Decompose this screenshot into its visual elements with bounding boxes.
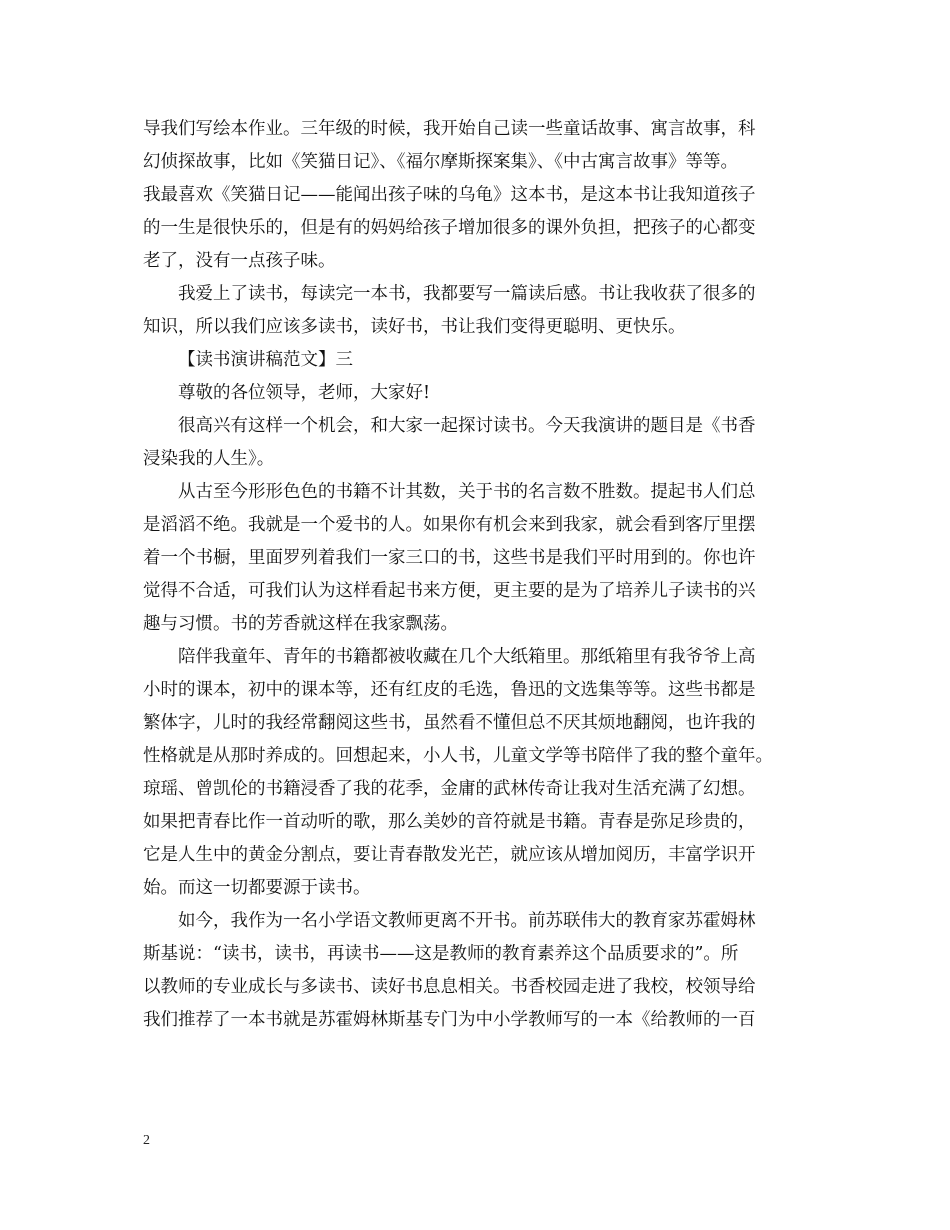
text-line: 趣与习惯。书的芳香就这样在我家飘荡。 [143,614,458,634]
text-line: 我最喜欢《笑猫日记——能闻出孩子味的乌龟》这本书，是这本书让我知道孩子 [143,185,756,205]
text-line: 尊敬的各位领导，老师，大家好! [178,383,431,403]
text-line: 始。而这一切都要源于读书。 [143,878,371,898]
text-line: 如果把青春比作一首动听的歌，那么美妙的音符就是书籍。青春是弥足珍贵的， [143,812,756,832]
text-line: 【读书演讲稿范文】三 [178,350,353,370]
text-line: 觉得不合适，可我们认为这样看起书来方便，更主要的是为了培养儿子读书的兴 [143,581,756,601]
text-line: 着一个书橱，里面罗列着我们一家三口的书，这些书是我们平时用到的。你也许 [143,548,756,568]
text-line: 幻侦探故事，比如《笑猫日记》、《福尔摩斯探案集》、《中古寓言故事》等等。 [143,152,738,172]
page-number: 2 [143,1133,150,1148]
body-paragraph [143,410,809,476]
text-line: 如今，我作为一名小学语文教师更离不开书。前苏联伟大的教育家苏霍姆林 [178,911,756,931]
text-line: 浸染我的人生》。 [143,449,275,469]
text-line: 以教师的专业成长与多读书、读好书息息相关。书香校园走进了我校，校领导给 [143,977,756,997]
text-line: 繁体字，儿时的我经常翻阅这些书，虽然看不懂但总不厌其烦地翻阅，也许我的 [143,713,756,733]
text-line: 从古至今形形色色的书籍不计其数，关于书的名言数不胜数。提起书人们总 [178,482,756,502]
text-line: 小时的课本，初中的课本等，还有红皮的毛选，鲁迅的文选集等等。这些书都是 [143,680,756,700]
text-line: 导我们写绘本作业。三年级的时候，我开始自己读一些童话故事、寓言故事，科 [143,119,756,139]
text-line: 性格就是从那时养成的。回想起来，小人书，儿童文学等书陪伴了我的整个童年。 [143,746,773,766]
text-line: 琼瑶、曾凯伦的书籍浸香了我的花季，金庸的武林传奇让我对生活充满了幻想。 [143,779,756,799]
text-line: 的一生是很快乐的，但是有的妈妈给孩子增加很多的课外负担，把孩子的心都变 [143,218,756,238]
text-line: 它是人生中的黄金分割点，要让青春散发光芒，就应该从增加阅历，丰富学识开 [143,845,756,865]
body-paragraph [143,641,809,905]
text-line: 斯基说：“读书，读书，再读书——这是教师的教育素养这个品质要求的”。所 [143,944,739,964]
body-paragraph [143,905,809,1037]
body-paragraph [143,377,809,410]
body-paragraph [143,113,809,278]
text-line: 老了，没有一点孩子味。 [143,251,336,271]
text-line: 很高兴有这样一个机会，和大家一起探讨读书。今天我演讲的题目是《书香 [178,416,756,436]
text-line: 我们推荐了一本书就是苏霍姆林斯基专门为中小学教师写的一本《给教师的一百 [143,1010,756,1030]
text-line: 知识，所以我们应该多读书，读好书，书让我们变得更聪明、更快乐。 [143,317,686,337]
body-paragraph [143,344,809,377]
text-line: 陪伴我童年、青年的书籍都被收藏在几个大纸箱里。那纸箱里有我爷爷上高 [178,647,756,667]
body-paragraph [143,278,809,344]
document-page [143,113,809,1037]
text-line: 是滔滔不绝。我就是一个爱书的人。如果你有机会来到我家，就会看到客厅里摆 [143,515,756,535]
text-line: 我爱上了读书，每读完一本书，我都要写一篇读后感。书让我收获了很多的 [178,284,756,304]
body-paragraph [143,476,809,641]
